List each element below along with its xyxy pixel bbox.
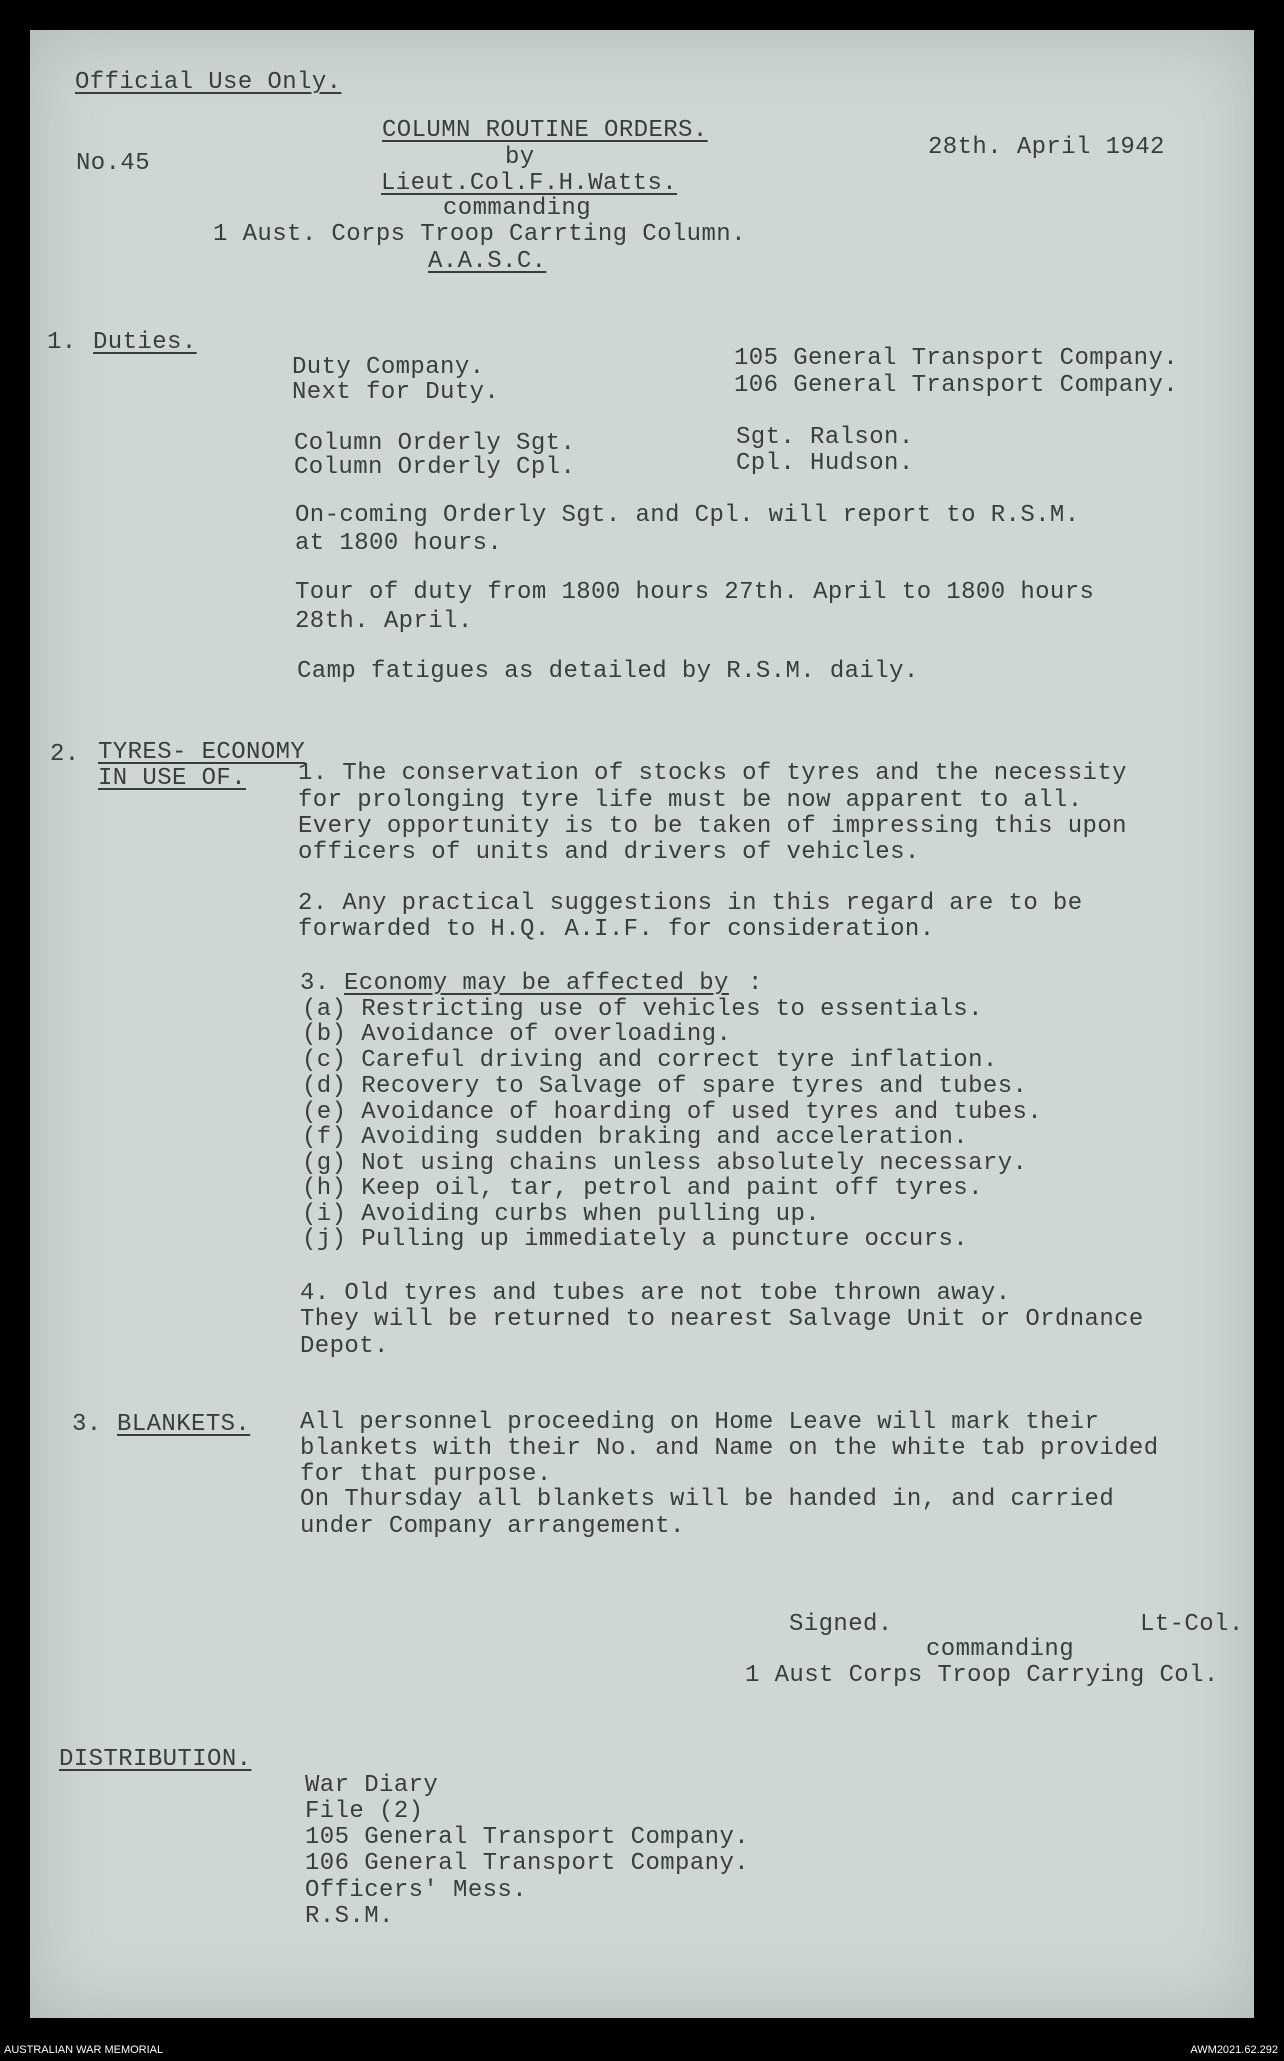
paragraph-line: for prolonging tyre life must be now apparent to all.: [298, 787, 1083, 814]
distribution-item: File (2): [305, 1798, 424, 1825]
footer-accession-number: AWM2021.62.292: [1190, 2044, 1278, 2056]
document-title: COLUMN ROUTINE ORDERS.: [382, 117, 708, 144]
blankets-line: under Company arrangement.: [300, 1513, 685, 1540]
section-2-heading: TYRES- ECONOMY: [98, 739, 306, 766]
paragraph-line: They will be returned to nearest Salvage Unit or Ordnance: [300, 1306, 1144, 1333]
signature-unit: 1 Aust Corps Troop Carrying Col.: [745, 1662, 1219, 1689]
blankets-line: for that purpose.: [300, 1461, 552, 1488]
paragraph-line: Depot.: [300, 1333, 389, 1360]
distribution-heading: DISTRIBUTION.: [59, 1746, 252, 1773]
document-date: 28th. April 1942: [928, 134, 1165, 161]
economy-item: (d) Recovery to Salvage of spare tyres and tubes.: [302, 1073, 1028, 1100]
duty-value: 106 General Transport Company.: [734, 372, 1179, 399]
order-number: No.45: [76, 150, 151, 177]
paragraph-line: 1. The conservation of stocks of tyres and the necessity: [298, 760, 1127, 787]
paragraph-line: 2. Any practical suggestions in this regard are to be: [298, 890, 1083, 917]
report-line: at 1800 hours.: [295, 530, 503, 557]
section-2-subheading: IN USE OF.: [98, 765, 247, 792]
commanding-label: commanding: [443, 195, 592, 222]
duty-label: Next for Duty.: [292, 379, 500, 406]
economy-item: (e) Avoidance of hoarding of used tyres and tubes.: [302, 1099, 1043, 1126]
blankets-line: All personnel proceeding on Home Leave will mark their: [300, 1409, 1100, 1436]
footer-institution: AUSTRALIAN WAR MEMORIAL: [4, 2044, 164, 2056]
duty-value: Sgt. Ralson.: [736, 424, 914, 451]
economy-item: (h) Keep oil, tar, petrol and paint off tyres.: [302, 1175, 983, 1202]
duty-label: Column Orderly Cpl.: [294, 454, 576, 481]
distribution-item: War Diary: [305, 1772, 439, 1799]
duty-value: Cpl. Hudson.: [736, 450, 914, 477]
duty-label: Duty Company.: [292, 354, 485, 381]
economy-item: (j) Pulling up immediately a puncture occurs.: [302, 1226, 969, 1253]
tour-line: Tour of duty from 1800 hours 27th. April to 1800 hours: [295, 579, 1095, 606]
fatigues-line: Camp fatigues as detailed by R.S.M. daily.: [297, 658, 919, 685]
economy-item: (i) Avoiding curbs when pulling up.: [302, 1201, 821, 1228]
economy-item: (g) Not using chains unless absolutely necessary.: [302, 1150, 1028, 1177]
paragraph-line: 4. Old tyres and tubes are not tobe thrown away.: [300, 1280, 1011, 1307]
blankets-line: On Thursday all blankets will be handed in, and carried: [300, 1486, 1115, 1513]
paragraph-line: forwarded to H.Q. A.I.F. for consideration.: [298, 916, 935, 943]
tour-line: 28th. April.: [295, 608, 473, 635]
duty-label: Column Orderly Sgt.: [294, 430, 576, 457]
distribution-item: 105 General Transport Company.: [305, 1824, 750, 1851]
official-use-label: Official Use Only.: [75, 69, 342, 96]
signed-label: Signed.: [789, 1611, 893, 1638]
duty-value: 105 General Transport Company.: [734, 345, 1179, 372]
section-3-heading: BLANKETS.: [117, 1411, 251, 1438]
distribution-item: Officers' Mess.: [305, 1877, 528, 1904]
paragraph-line: officers of units and drivers of vehicles.: [298, 839, 920, 866]
economy-item: (c) Careful driving and correct tyre inflation.: [302, 1047, 998, 1074]
section-2-number: 2.: [50, 741, 80, 768]
distribution-item: R.S.M.: [305, 1903, 394, 1930]
economy-item: (b) Avoidance of overloading.: [302, 1021, 732, 1048]
paragraph-line: Every opportunity is to be taken of impressing this upon: [298, 813, 1127, 840]
section-3-number: 3.: [72, 1411, 102, 1438]
signature-rank: Lt-Col.: [1140, 1611, 1244, 1638]
economy-item: (a) Restricting use of vehicles to essentials.: [302, 996, 983, 1023]
economy-number: 3.: [300, 970, 330, 997]
by-label: by: [505, 144, 535, 171]
distribution-item: 106 General Transport Company.: [305, 1850, 750, 1877]
corps-name: A.A.S.C.: [428, 248, 547, 275]
blankets-line: blankets with their No. and Name on the white tab provided: [300, 1435, 1159, 1462]
signature-commanding: commanding: [926, 1636, 1075, 1663]
section-1-number: 1.: [47, 329, 77, 356]
economy-heading: Economy may be affected by: [344, 970, 729, 997]
unit-name: 1 Aust. Corps Troop Carrting Column.: [213, 221, 746, 248]
economy-item: (f) Avoiding sudden braking and acceleration.: [302, 1124, 969, 1151]
officer-name: Lieut.Col.F.H.Watts.: [381, 170, 678, 197]
report-line: On-coming Orderly Sgt. and Cpl. will report to R.S.M.: [295, 502, 1080, 529]
economy-colon: :: [748, 970, 763, 997]
section-1-heading: Duties.: [93, 329, 197, 356]
